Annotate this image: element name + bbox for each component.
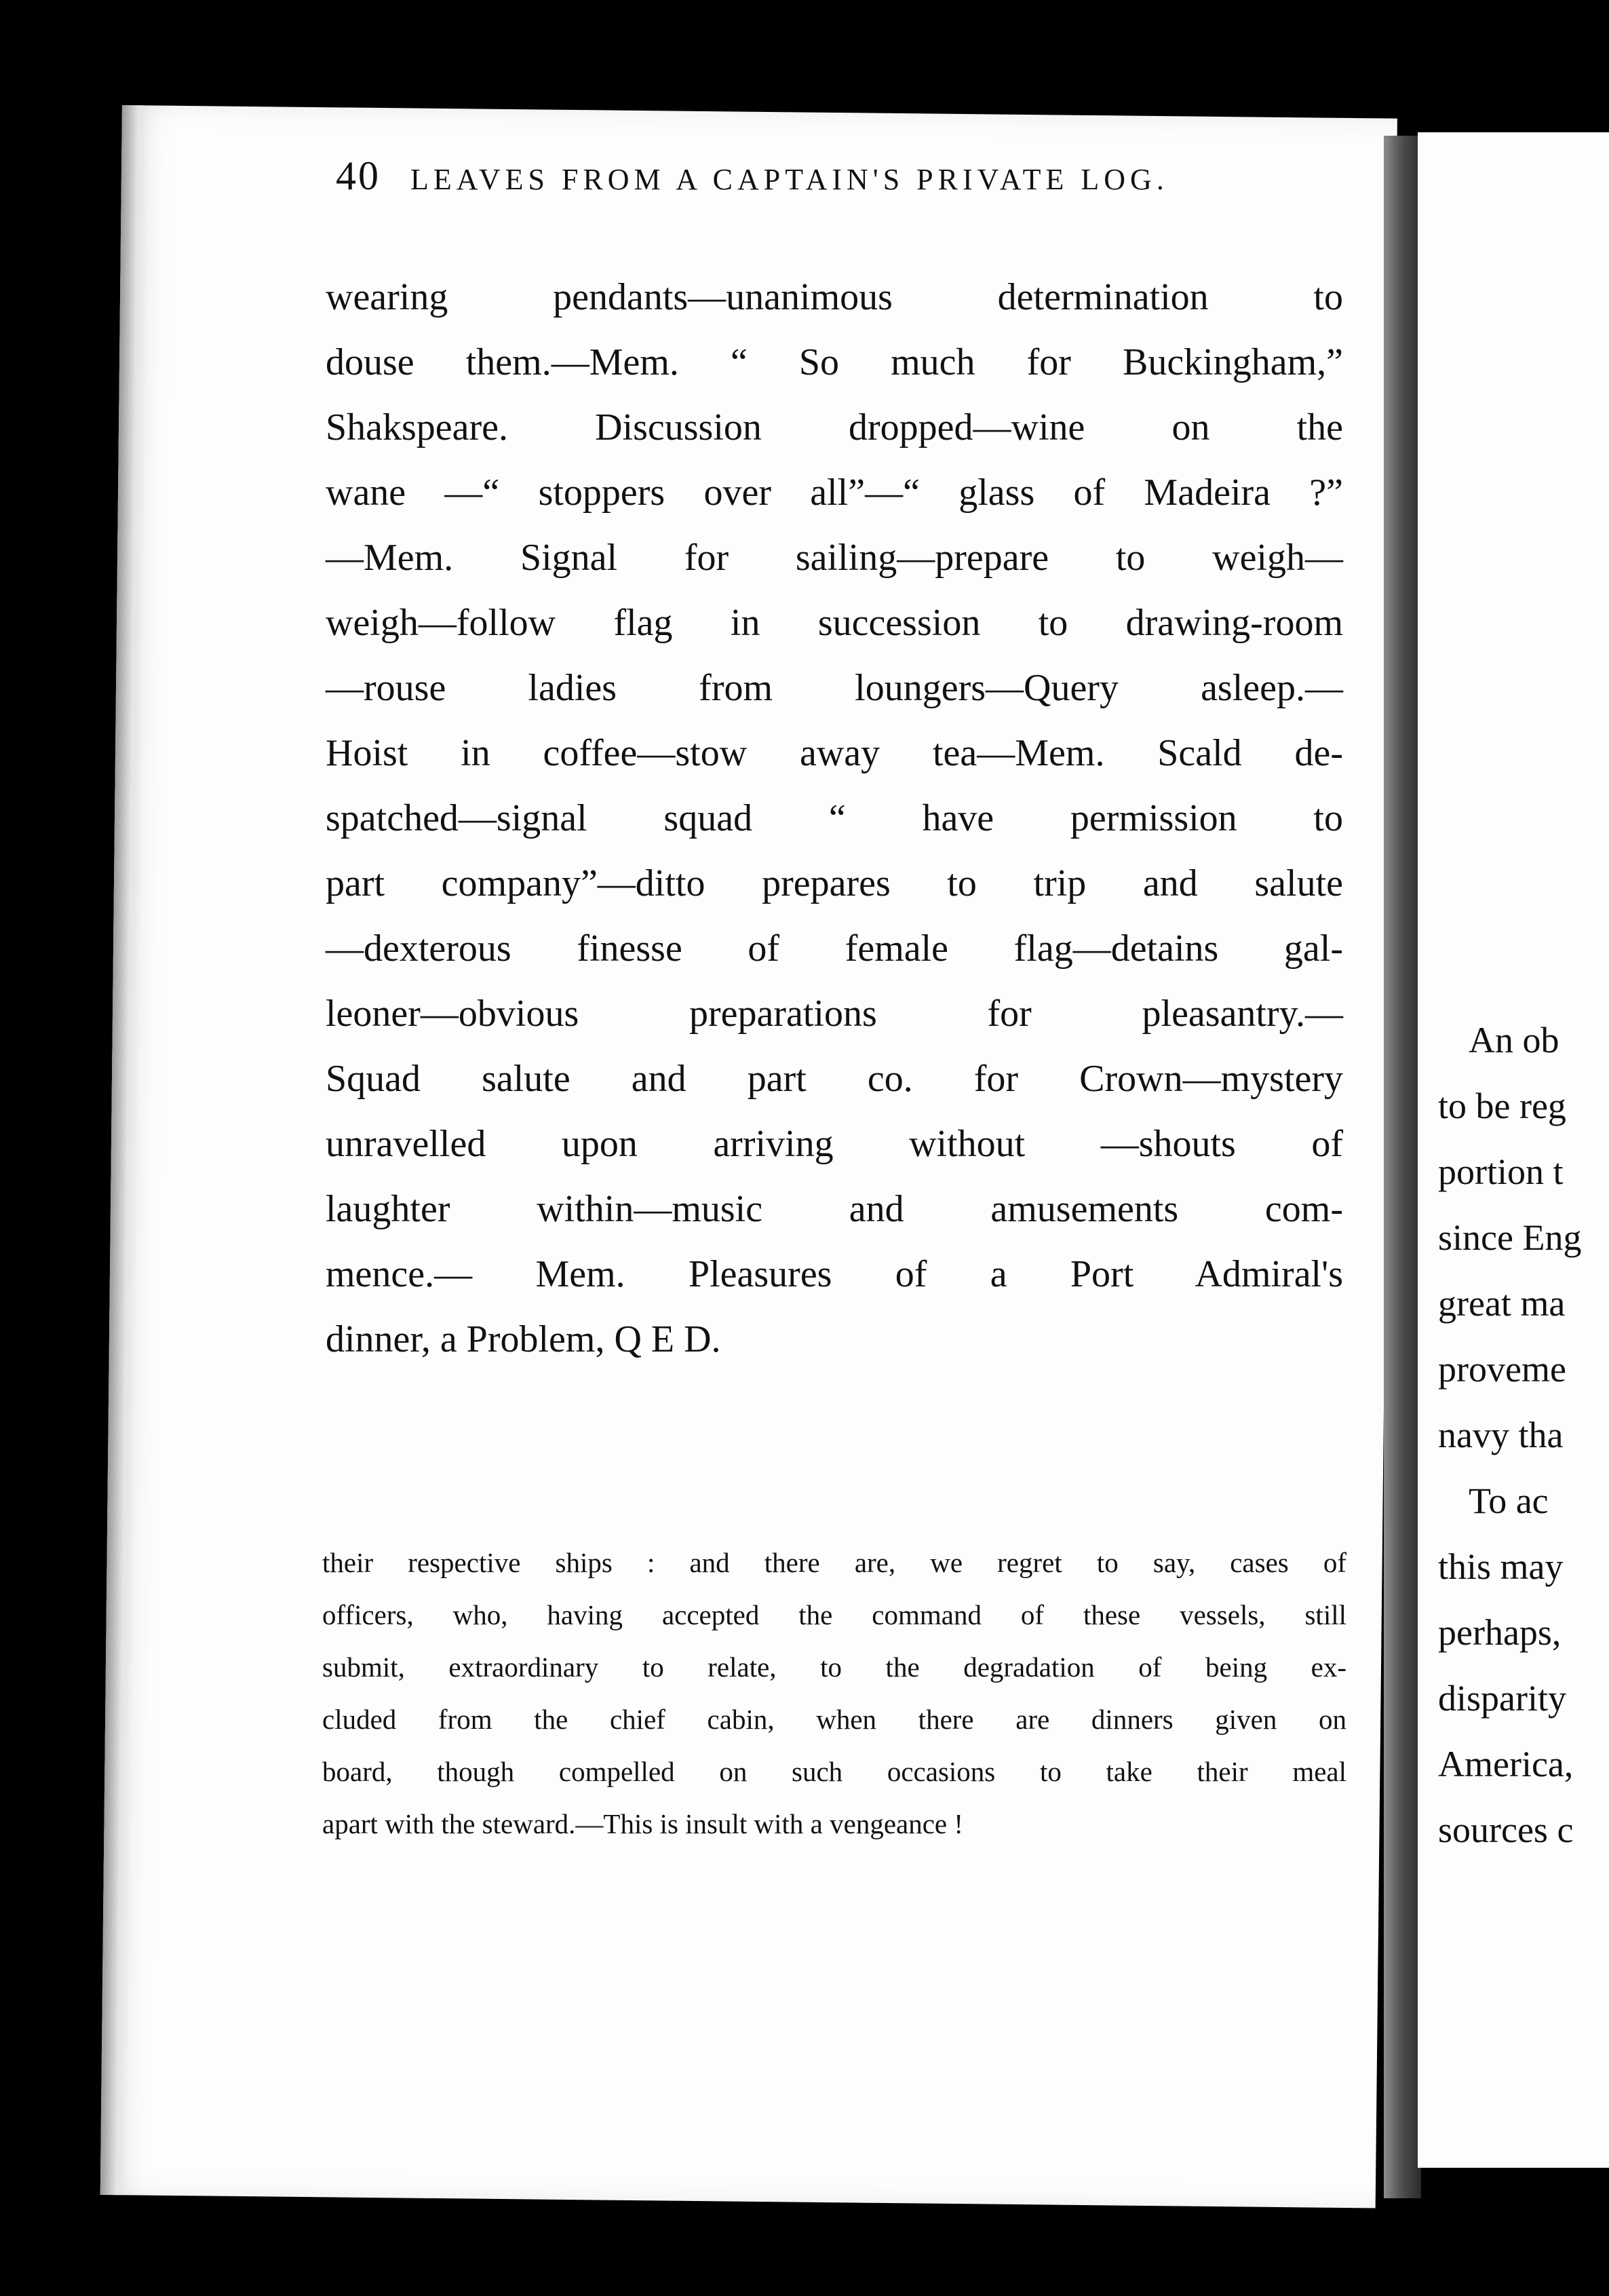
- body-line: unravelled upon arriving without —shouts of: [326, 1123, 1343, 1165]
- right-line: perhaps,: [1438, 1612, 1562, 1653]
- body-line: —dexterous finesse of female flag—detains gal-: [326, 927, 1343, 970]
- right-line: since Eng: [1438, 1217, 1582, 1258]
- footnote-line: their respective ships : and there are, we regret to say, cases of: [322, 1547, 1346, 1578]
- body-line: part company”—ditto prepares to trip and salute: [326, 862, 1343, 904]
- body-line: wearing pendants—unanimous determination to: [326, 276, 1343, 318]
- right-line: portion t: [1438, 1151, 1564, 1192]
- running-title: LEAVES FROM A CAPTAIN'S PRIVATE LOG.: [410, 163, 1169, 196]
- right-line: this may: [1438, 1546, 1564, 1587]
- body-line: leoner—obvious preparations for pleasantry.—: [326, 993, 1343, 1035]
- body-line: laughter within—music and amusements com-: [326, 1188, 1343, 1230]
- right-line: proveme: [1438, 1349, 1566, 1390]
- right-page-text: [1438, 1008, 1609, 1863]
- footnote-line: submit, extraordinary to relate, to the degradation of being ex-: [322, 1651, 1346, 1683]
- right-line: navy tha: [1438, 1415, 1564, 1455]
- right-line: disparity: [1438, 1678, 1566, 1719]
- right-line: America,: [1438, 1744, 1574, 1784]
- right-line: sources c: [1438, 1810, 1574, 1850]
- footnote-line: board, though compelled on such occasions to take their meal: [322, 1756, 1346, 1787]
- body-text: [326, 265, 1343, 1372]
- running-head: [336, 153, 1346, 199]
- body-line: mence.— Mem. Pleasures of a Port Admiral's: [326, 1253, 1343, 1295]
- right-line: great ma: [1438, 1283, 1566, 1324]
- right-line: To ac: [1469, 1480, 1549, 1521]
- book-gutter: [1384, 136, 1421, 2198]
- body-line: Hoist in coffee—stow away tea—Mem. Scald de-: [326, 732, 1343, 774]
- footnote-line: officers, who, having accepted the command of these vessels, still: [322, 1599, 1346, 1630]
- body-line: wane —“ stoppers over all”—“ glass of Madeira ?”: [326, 472, 1343, 514]
- footnote: [322, 1537, 1346, 1850]
- body-line: —Mem. Signal for sailing—prepare to weigh—: [326, 537, 1343, 579]
- right-line: An ob: [1469, 1020, 1559, 1060]
- right-page: [1418, 132, 1609, 2168]
- body-line: spatched—signal squad “ have permission to: [326, 797, 1343, 839]
- body-line: douse them.—Mem. “ So much for Buckingham,”: [326, 341, 1343, 383]
- body-line: Shakspeare. Discussion dropped—wine on the: [326, 406, 1343, 448]
- body-line: Squad salute and part co. for Crown—mystery: [326, 1058, 1343, 1100]
- page-number: 40: [336, 153, 381, 198]
- body-line: weigh—follow flag in succession to drawing-room: [326, 602, 1343, 644]
- body-line: dinner, a Problem, Q E D.: [326, 1318, 721, 1360]
- footnote-line: cluded from the chief cabin, when there are dinners given on: [322, 1704, 1346, 1735]
- footnote-line: apart with the steward.—This is insult with a vengeance !: [322, 1808, 964, 1839]
- body-line: —rouse ladies from loungers—Query asleep.—: [326, 667, 1343, 709]
- right-line: to be reg: [1438, 1086, 1566, 1126]
